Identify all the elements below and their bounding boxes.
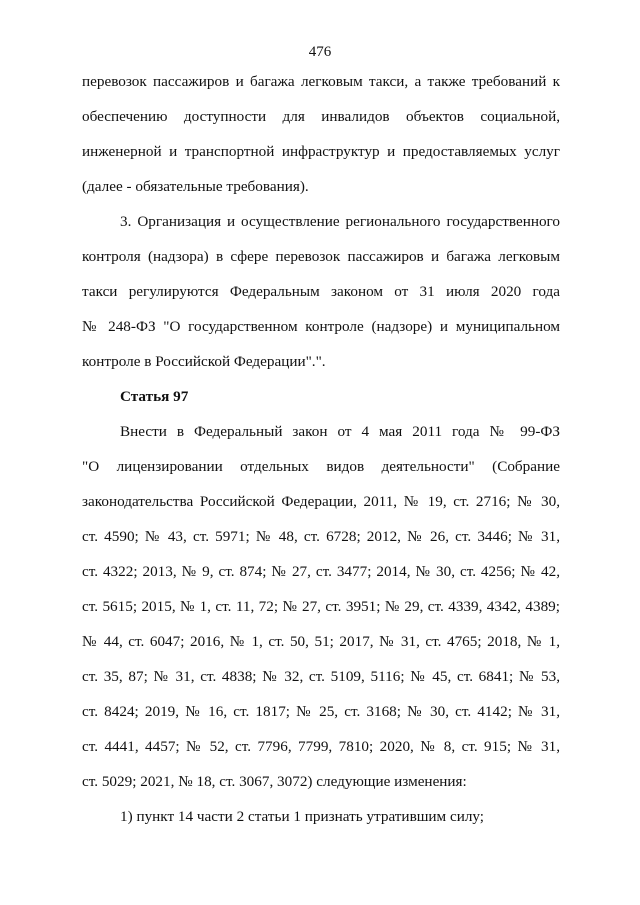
text-line: ст. 8424; 2019, № 16, ст. 1817; № 25, ст. 3168; № 30, ст. 4142; № 31,: [82, 703, 560, 720]
text-line: № 44, ст. 6047; 2016, № 1, ст. 50, 51; 2017, № 31, ст. 4765; 2018, № 1,: [82, 633, 560, 650]
text-line: 3. Организация и осуществление регионального государственного: [120, 213, 560, 230]
text-line: перевозок пассажиров и багажа легковым такси, а также требований к: [82, 73, 560, 90]
text-line: № 248-ФЗ "О государственном контроле (надзоре) и муниципальном: [82, 318, 560, 335]
paragraph-article-97: [82, 414, 560, 799]
text-line: законодательства Российской Федерации, 2011, № 19, ст. 2716; № 30,: [82, 493, 560, 510]
text-line: ст. 4441, 4457; № 52, ст. 7796, 7799, 7810; 2020, № 8, ст. 915; № 31,: [82, 738, 560, 755]
paragraph-point-3: [82, 204, 560, 379]
text-line: контроле в Российской Федерации".".: [82, 353, 326, 370]
article-heading: Статья 97: [120, 388, 189, 405]
page-number: 476: [308, 44, 332, 60]
text-line: "О лицензировании отдельных видов деятельности" (Собрание: [82, 458, 560, 475]
document-body: [82, 64, 560, 834]
text-line: Внести в Федеральный закон от 4 мая 2011 года № 99-ФЗ: [120, 423, 560, 440]
text-line: ст. 5615; 2015, № 1, ст. 11, 72; № 27, ст. 3951; № 29, ст. 4339, 4342, 4389;: [82, 598, 560, 615]
text-line: ст. 35, 87; № 31, ст. 4838; № 32, ст. 5109, 5116; № 45, ст. 6841; № 53,: [82, 668, 560, 685]
text-line: обеспечению доступности для инвалидов объектов социальной,: [82, 108, 560, 125]
text-line: ст. 4322; 2013, № 9, ст. 874; № 27, ст. 3477; 2014, № 30, ст. 4256; № 42,: [82, 563, 560, 580]
paragraph-continuation: [82, 64, 560, 204]
text-line: 1) пункт 14 части 2 статьи 1 признать утратившим силу;: [120, 808, 485, 825]
text-line: такси регулируются Федеральным законом от 31 июля 2020 года: [82, 283, 560, 300]
text-line: ст. 5029; 2021, № 18, ст. 3067, 3072) следующие изменения:: [82, 773, 467, 790]
text-line: контроля (надзора) в сфере перевозок пассажиров и багажа легковым: [82, 248, 560, 265]
paragraph-item-1: [82, 799, 560, 834]
text-line: инженерной и транспортной инфраструктур и предоставляемых услуг: [82, 143, 560, 160]
text-line: (далее - обязательные требования).: [82, 178, 309, 195]
text-line: ст. 4590; № 43, ст. 5971; № 48, ст. 6728; 2012, № 26, ст. 3446; № 31,: [82, 528, 560, 545]
